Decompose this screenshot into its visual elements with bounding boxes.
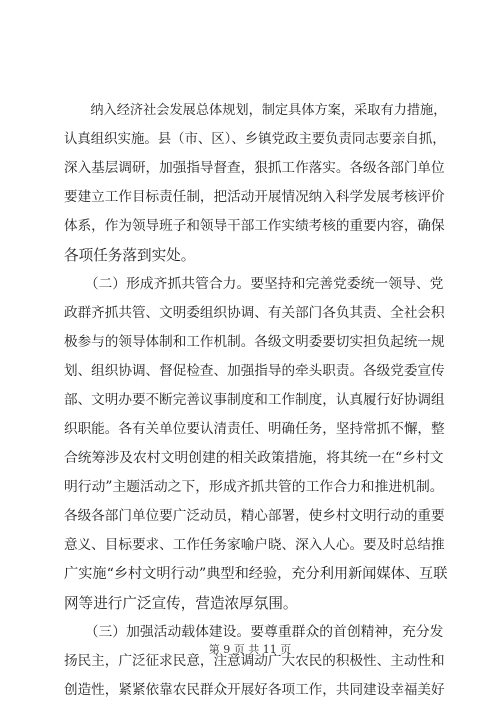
body-text bbox=[64, 96, 448, 705]
text-line: 网等进行广泛宣传，营造浓厚氛围。 bbox=[64, 595, 298, 612]
text-line: 认真组织实施。县（市、区）、乡镇党政主要负责同志要亲自抓， bbox=[64, 132, 446, 147]
text-line: 广实施“乡村文明行动”典型和经验，充分利用新闻媒体、互联 bbox=[64, 566, 448, 582]
text-line: 极参与的领导体制和工作机制。各级文明委要切实担负起统一规 bbox=[64, 334, 445, 350]
text-line: 各项任务落到实处。 bbox=[64, 247, 196, 264]
text-line: 明行动”主题活动之下，形成齐抓共管的工作合力和推进机制。 bbox=[64, 479, 444, 495]
text-line: 纳入经济社会发展总体规划，制定具体方案，采取有力措施， bbox=[64, 103, 447, 118]
text-line: 部、文明办要不断完善议事制度和工作制度，认真履行好协调组 bbox=[64, 392, 445, 408]
text-line: （二）形成齐抓共管合力。要坚持和完善党委统一领导、党 bbox=[64, 276, 444, 292]
text-line: （三）加强活动载体建设。要尊重群众的首创精神，充分发 bbox=[64, 624, 444, 640]
text-line: 深入基层调研，加强指导督查，狠抓工作落实。各级各部门单位 bbox=[64, 160, 445, 176]
page-number-footer: 第 9 页 共 11 页 bbox=[208, 643, 292, 656]
text-line: 意义、目标要求、工作任务家喻户晓、深入人心。要及时总结推 bbox=[64, 537, 445, 553]
text-line: 织职能。各有关单位要认清责任、明确任务，坚持常抓不懈，整 bbox=[64, 421, 445, 437]
text-line: 扬民主，广泛征求民意，注意调动广大农民的积极性、主动性和 bbox=[64, 653, 445, 669]
text-line: 合统筹涉及农村文明创建的相关政策措施，将其统一在“乡村文 bbox=[64, 450, 444, 466]
text-line: 要建立工作目标责任制，把活动开展情况纳入科学发展考核评价 bbox=[64, 189, 445, 205]
text-line: 体系，作为领导班子和领导干部工作实绩考核的重要内容，确保 bbox=[64, 218, 445, 234]
text-line: 划、组织协调、督促检查、加强指导的牵头职责。各级党委宣传 bbox=[64, 363, 445, 379]
text-line: 各级各部门单位要广泛动员，精心部署，使乡村文明行动的重要 bbox=[64, 508, 445, 524]
text-line: 政群齐抓共管、文明委组织协调、有关部门各负其责、全社会积 bbox=[64, 305, 445, 321]
text-line: 创造性，紧紧依靠农民群众开展好各项工作，共同建设幸福美好 bbox=[64, 682, 445, 698]
